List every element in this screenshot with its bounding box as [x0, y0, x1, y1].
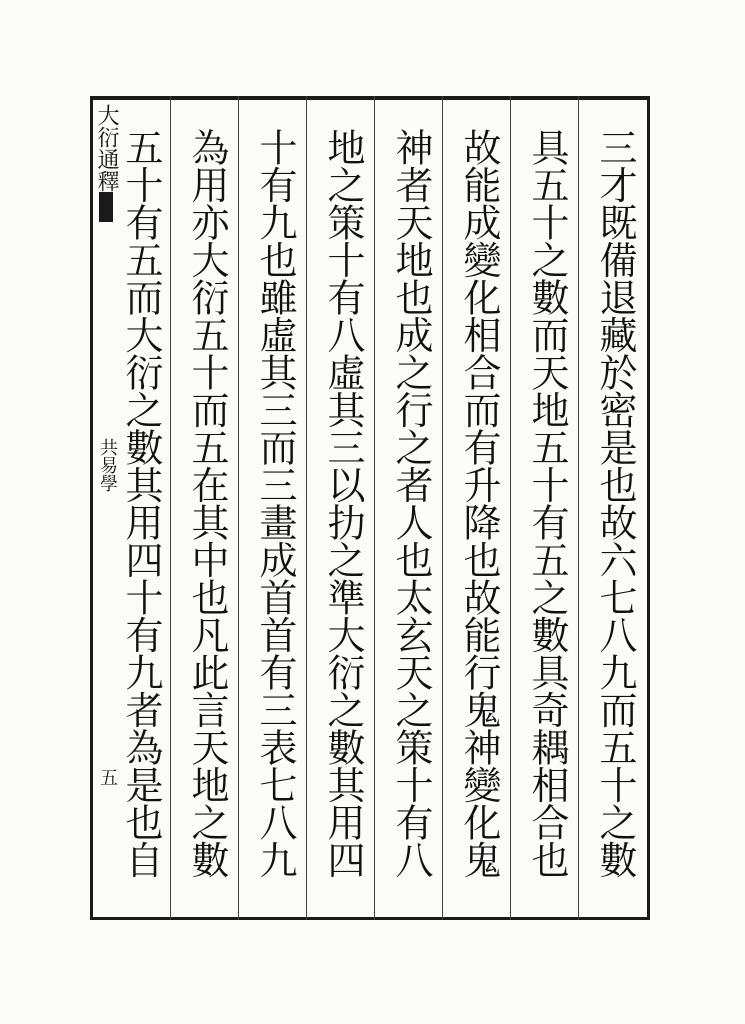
margin-title-text: 大衍通釋	[94, 104, 119, 192]
column-rule	[578, 96, 579, 920]
fishtail-mark	[99, 192, 113, 222]
text-column-8: 五十有五而大衍之數其用四十有九者為是也自	[119, 128, 163, 878]
text-column-3: 故能成變化相合而有升降也故能行鬼神變化鬼	[457, 128, 501, 878]
text-column-2: 具五十之數而天地五十有五之數具奇耦相合也	[525, 128, 569, 878]
column-rule	[442, 96, 443, 920]
text-column-1: 三才既備退藏於密是也故六七八九而五十之數	[593, 128, 637, 878]
column-rule	[306, 96, 307, 920]
folio-number: 五	[97, 768, 118, 786]
text-column-4: 神者天地也成之行之者人也太玄天之策十有八	[389, 128, 433, 878]
margin-section: 共易學	[97, 438, 118, 492]
column-rule	[238, 96, 239, 920]
text-column-6: 十有九也雖虛其三而三畫成首首有三表七八九	[253, 128, 297, 878]
column-rule	[170, 96, 171, 920]
column-rule	[374, 96, 375, 920]
column-rule	[510, 96, 511, 920]
text-column-7: 為用亦大衍五十而五在其中也凡此言天地之數	[185, 128, 229, 878]
text-column-5: 地之策十有八虛其三以扐之準大衍之數其用四	[321, 128, 365, 878]
